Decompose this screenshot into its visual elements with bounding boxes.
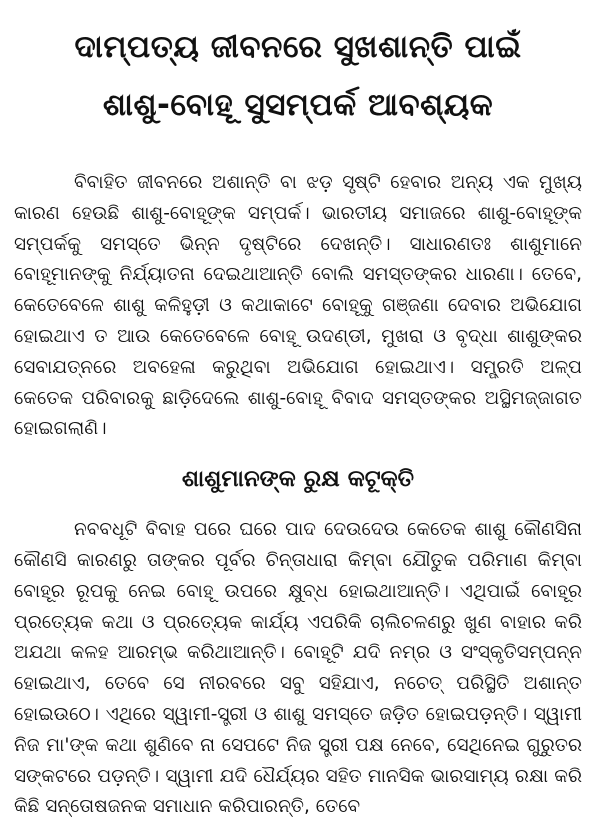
article-title-line-1: ଦାମ୍ପତ୍ୟ ଜୀବନରେ ସୁଖଶାନ୍ତି ପାଇଁ xyxy=(74,29,522,65)
body-paragraph-2 xyxy=(14,515,582,823)
paragraph-text: ନବବଧୂଟି ବିବାହ ପରେ ଘରେ ପାଦ ଦେଉଦେଉ କେତେକ ଶାଶୁ କୌଣସିନା କୌଣସି କାରଣରୁ ତାଙ୍କର ପୂର୍ବର ଚିନ୍ତାଧାରା କିମ୍ବା ଯୌତୁକ ପରିମାଣ କିମ୍ବା ବୋହୂର ରୂପକୁ ନେଇ ବୋହୂ ଉପରେ କ୍ଷୁବ୍ଧ ହୋଇଥାଆନ୍ତି। ଏଥିପାଇଁ ବୋହୂର ପ୍ରତ୍ୟେକ କଥା ଓ ପ୍ରତ୍ୟେକ କାର୍ଯ୍ୟ ଏପରିକି ଚାଲିଚଳଣରୁ ଖୁଣ ବାହାର କରି ଅଯଥା କଳହ ଆରମ୍ଭ କରିଥାଆନ୍ତି। ବୋହୂଟି ଯଦି ନମ୍ର ଓ ସଂସ୍କୃତିସମ୍ପନ୍ନ ହୋଇଥାଏ, ତେବେ ସେ ନୀରବରେ ସବୁ ସହିଯାଏ, ନଚେତ୍ ପରିସ୍ଥିତି ଅଶାନ୍ତ ହୋଇଉଠେ। ଏଥିରେ ସ୍ୱାମୀ-ସ୍ତ୍ରୀ ଓ ଶାଶୁ ସମସ୍ତେ ଜଡ଼ିତ ହୋଇପଡ଼ନ୍ତି। ସ୍ୱାମୀ ନିଜ ମା'ଙ୍କ କଥା ଶୁଣିବେ ନା ସେପଟେ ନିଜ ସ୍ତ୍ରୀ ପକ୍ଷ ନେବେ, ସେଥିନେଇ ଗୁରୁତର ସଙ୍କଟରେ ପଡ଼ନ୍ତି। ସ୍ୱାମୀ ଯଦି ଧୈର୍ଯ୍ୟର ସହିତ ମାନସିକ ଭାରସାମ୍ୟ ରକ୍ଷା କରି କିଛି ସନ୍ତୋଷଜନକ ସମାଧାନ କରିପାରନ୍ତି, ତେବେ xyxy=(14,519,582,818)
paragraph-text: ବିବାହିତ ଜୀବନରେ ଅଶାନ୍ତି ବା ଝଡ଼ ସୃଷ୍ଟି ହେବାର ଅନ୍ୟ ଏକ ମୁଖ୍ୟ କାରଣ ହେଉଛି ଶାଶୁ-ବୋହୂଙ୍କ ସମ୍ପର୍କ। ଭାରତୀୟ ସମାଜରେ ଶାଶୁ-ବୋହୂଙ୍କ ସମ୍ପର୍କକୁ ସମସ୍ତେ ଭିନ୍ନ ଦୃଷ୍ଟିରେ ଦେଖନ୍ତି। ସାଧାରଣତଃ ଶାଶୁମାନେ ବୋହୂମାନଙ୍କୁ ନିର୍ଯ୍ୟାତନା ଦେଇଥାଆନ୍ତି ବୋଲି ସମସ୍ତଙ୍କର ଧାରଣା। ତେବେ, କେତେବେଳେ ଶାଶୁ କଳିହୁଡ଼ୀ ଓ କଥାକାଟେ ବୋହୂକୁ ଗଞ୍ଜଣା ଦେବାର ଅଭିଯୋଗ ହୋଇଥାଏ ତ ଆଉ କେତେବେଳେ ବୋହୂ ଉଦଣ୍ଡୀ, ମୁଖରା ଓ ବୃଦ୍ଧା ଶାଶୁଙ୍କର ସେବାଯତ୍ନରେ ଅବହେଳା କରୁଥିବା ଅଭିଯୋଗ ହୋଇଥାଏ। ସମ୍ପ୍ରତି ଅଳ୍ପ କେତେକ ପରିବାରକୁ ଛାଡ଼ିଦେଲେ ଶାଶୁ-ବୋହୂ ବିବାଦ ସମସ୍ତଙ୍କର ଅସ୍ଥିମଜ୍ଜାଗତ ହୋଇଗଲାଣି। xyxy=(14,172,582,440)
body-paragraph-1 xyxy=(14,168,582,445)
section-subheading: ଶାଶୁମାନଙ୍କ ରୁକ୍ଷ କଟୂକ୍ତି xyxy=(181,466,415,493)
article-title-line-2: ଶାଶୁ-ବୋହୂ ସୁସମ୍ପର୍କ ଆବଶ୍ୟକ xyxy=(102,87,494,123)
